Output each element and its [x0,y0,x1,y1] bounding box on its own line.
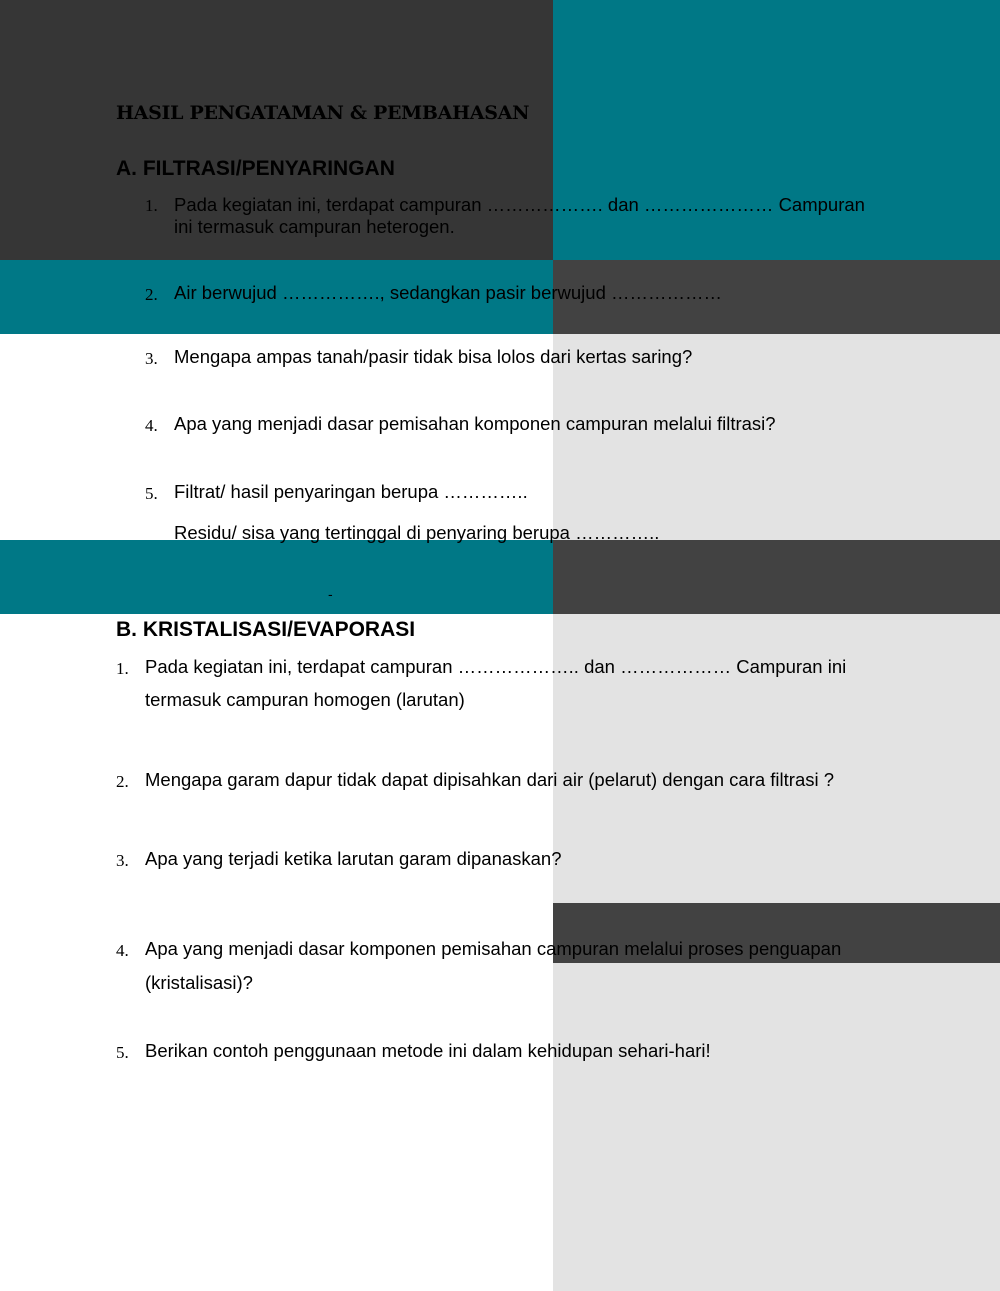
item-text-continued: termasuk campuran homogen (larutan) [145,689,465,710]
item-text: Air berwujud ……………., sedangkan pasir berwujud ……………… [174,282,722,303]
section-a-title: A. FILTRASI/PENYARINGAN [116,157,395,180]
bg-teal-band-left-2 [0,540,553,614]
bg-gray-right-column [553,334,1000,1291]
item-number: 4. [145,416,158,435]
item-number: 1. [145,196,158,215]
item-number: 3. [116,851,129,870]
item-text: Apa yang menjadi dasar komponen pemisahan campuran melalui proses penguapan [145,938,842,959]
bg-teal-top-right [553,0,1000,260]
page-title: HASIL PENGATAMAN & PEMBAHASAN [116,102,530,124]
item-text: Pada kegiatan ini, terdapat campuran ………………. dan ………………… Campuran [174,194,865,215]
item-text: Mengapa ampas tanah/pasir tidak bisa lolos dari kertas saring? [174,346,693,367]
item-text: Mengapa garam dapur tidak dapat dipisahkan dari air (pelarut) dengan cara filtrasi ? [145,769,835,790]
item-text-continued: Residu/ sisa yang tertinggal di penyaring berupa ………….. [174,522,660,543]
item-text: Filtrat/ hasil penyaringan berupa ………….. [174,481,528,502]
item-number: 1. [116,659,129,678]
item-number: 2. [145,285,158,304]
item-text-continued: (kristalisasi)? [145,972,253,993]
item-number: 5. [116,1043,129,1062]
section-b-title: B. KRISTALISASI/EVAPORASI [116,618,416,641]
item-text: Berikan contoh penggunaan metode ini dalam kehidupan sehari-hari! [145,1040,711,1061]
item-text-continued: ini termasuk campuran heterogen. [174,216,455,237]
item-text: Apa yang menjadi dasar pemisahan komponen campuran melalui filtrasi? [174,413,776,434]
item-text: Apa yang terjadi ketika larutan garam dipanaskan? [145,848,562,869]
dash-mark: - [328,586,333,602]
bg-dark-band-right-2 [553,540,1000,614]
item-number: 4. [116,941,129,960]
item-number: 5. [145,484,158,503]
item-number: 2. [116,772,129,791]
item-text: Pada kegiatan ini, terdapat campuran ……………….. dan ……………… Campuran ini [145,656,847,677]
item-number: 3. [145,349,158,368]
